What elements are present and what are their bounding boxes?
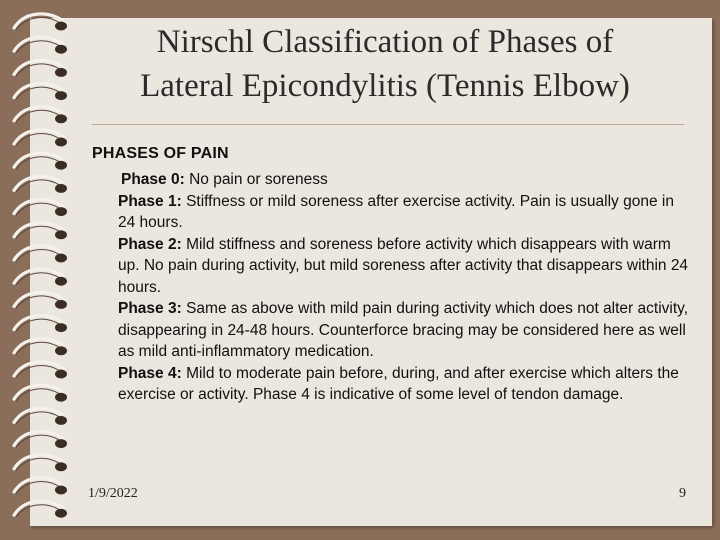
- title-line-2: Lateral Epicondylitis (Tennis Elbow): [140, 68, 630, 104]
- binding-hole: [55, 509, 67, 518]
- slide-content: [92, 144, 692, 406]
- section-heading: PHASES OF PAIN: [92, 145, 229, 162]
- phase-1-label: Phase 1:: [118, 192, 182, 210]
- phase-0-text: No pain or soreness: [184, 171, 328, 188]
- phase-4: [118, 363, 692, 406]
- binding-hole: [55, 184, 67, 193]
- binding-hole: [55, 91, 67, 100]
- phase-3-label: Phase 3:: [118, 300, 182, 317]
- phase-3: [118, 298, 692, 363]
- phase-0: [121, 169, 692, 191]
- title-divider: [92, 124, 684, 125]
- slide-title: [70, 20, 700, 108]
- binding-hole: [55, 161, 67, 170]
- binding-hole: [55, 486, 67, 495]
- binding-hole: [55, 462, 67, 471]
- phase-2-text: Mild stiffness and soreness before activity which disappears with warm up. No pain during activity, but mild soreness after activity that disappears within 24 hours.: [118, 235, 689, 296]
- binding-hole: [55, 254, 67, 263]
- binding-hole: [55, 114, 67, 123]
- binding-hole: [55, 346, 67, 355]
- title-line-1: Nirschl Classification of Phases of: [156, 24, 614, 60]
- page-number: 9: [679, 486, 686, 501]
- footer-date: 1/9/2022: [88, 486, 138, 501]
- binding-hole: [55, 439, 67, 448]
- binding-hole: [55, 300, 67, 309]
- binding-hole: [55, 277, 67, 286]
- binding-hole: [55, 22, 67, 31]
- binding-hole: [55, 323, 67, 332]
- binding-hole: [55, 370, 67, 379]
- binding-hole: [55, 393, 67, 402]
- phase-2: [118, 234, 692, 299]
- binding-hole: [55, 138, 67, 147]
- phase-3-text: Same as above with mild pain during activity which does not alter activity, disappearing in 24-48 hours. Counterforce bracing may be considered here as well as mild anti-inflammatory medication.: [118, 300, 689, 360]
- phase-1-text: Stiffness or mild soreness after exercise activity. Pain is usually gone in 24 hours.: [118, 192, 674, 231]
- phase-4-label: Phase 4:: [118, 364, 182, 382]
- phase-2-label: Phase 2:: [118, 235, 182, 253]
- binding-hole: [55, 207, 67, 216]
- binding-hole: [55, 416, 67, 425]
- phase-1: [118, 191, 692, 234]
- binding-hole: [55, 45, 67, 54]
- phase-0-label: Phase 0:: [121, 171, 185, 188]
- binding-hole: [55, 68, 67, 77]
- binding-hole: [55, 230, 67, 239]
- phase-4-text: Mild to moderate pain before, during, and after exercise which alters the exercise or activity. Phase 4 is indicative of some level of tendon damage.: [118, 364, 679, 403]
